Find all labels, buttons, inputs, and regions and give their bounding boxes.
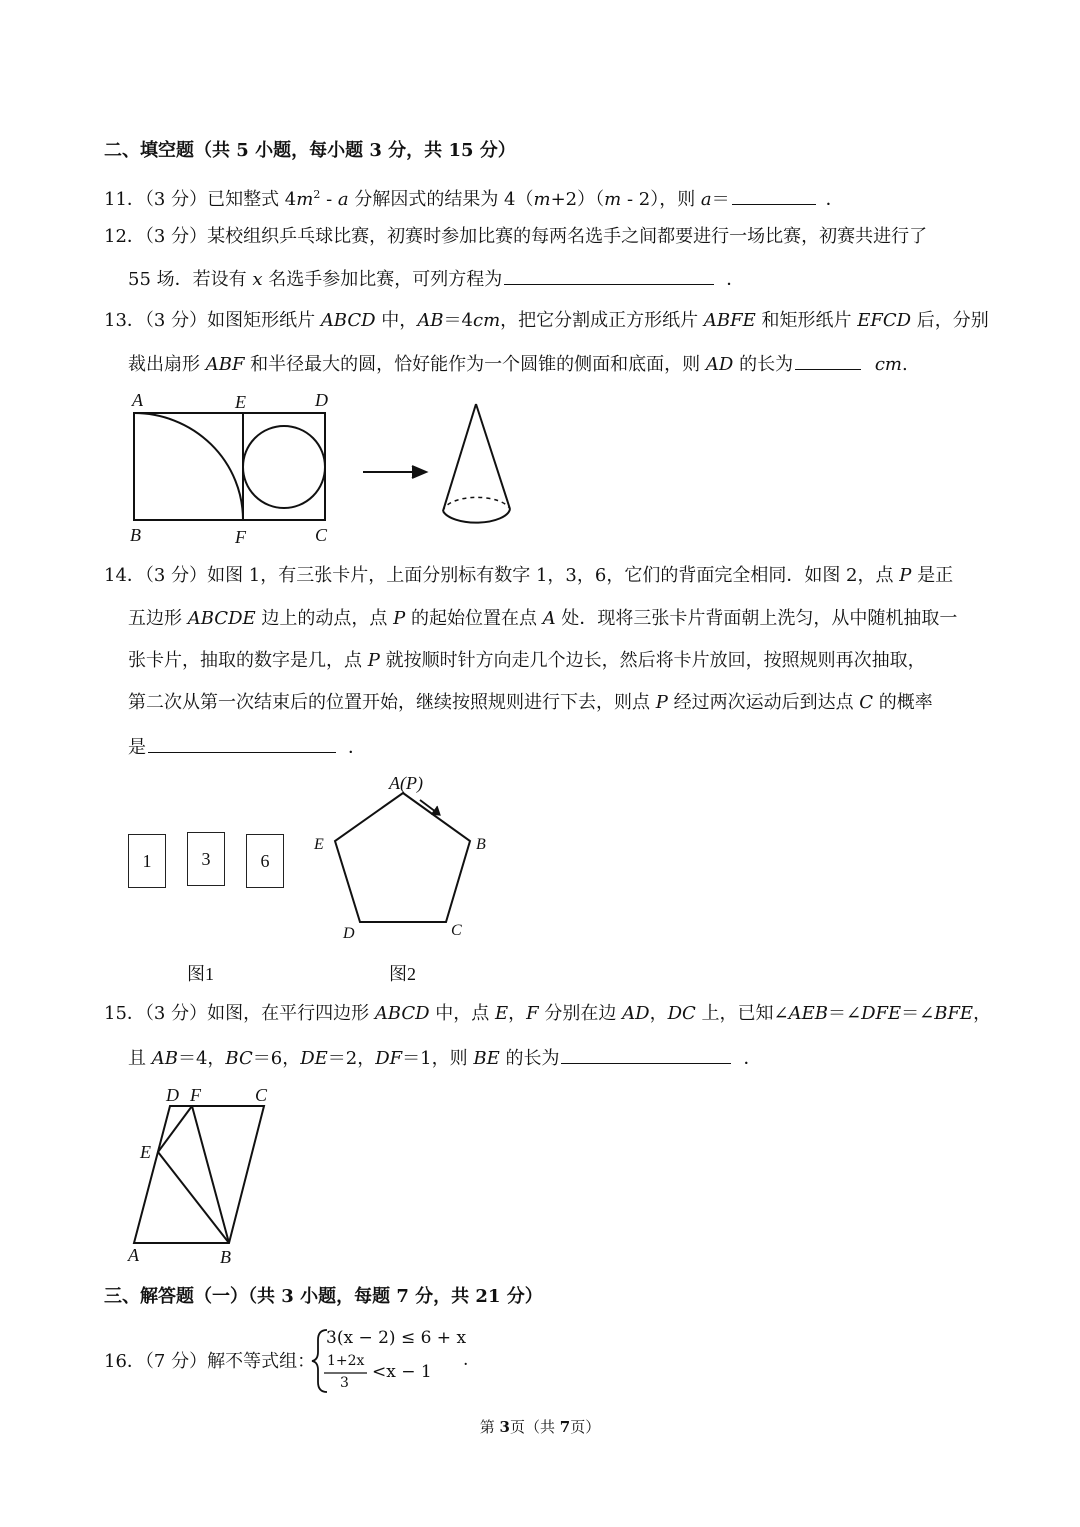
label-d: D [315,390,328,410]
label-c: C [451,922,462,939]
label-a: A [128,1245,139,1265]
answer-blank-15[interactable] [561,1045,731,1064]
label-c: C [255,1085,268,1105]
pentagon-abcde [335,793,470,922]
label-b: B [476,836,486,853]
segment-ef [158,1106,192,1152]
label-a-p: A(P) [389,773,423,793]
answer-blank-14[interactable] [148,734,336,753]
parallelogram-abcd [134,1106,264,1243]
question-15-line2: 且 AB＝4，BC＝6，DE＝2，DF＝1，则 BE 的长为 ． [128,1045,761,1071]
answer-blank-12[interactable] [504,266,714,285]
question-14-line4: 第二次从第一次结束后的位置开始，继续按照规则进行下去，则点 P 经过两次运动后到达点 C 的概率 [128,692,933,713]
label-f: F [190,1085,201,1105]
answer-blank-11[interactable] [732,186,816,205]
segment-eb [158,1152,229,1243]
section-heading-fill-in: 二、填空题（共 5 小题，每小题 3 分，共 15 分） [104,140,516,161]
question-11: 11．（3 分）已知整式 $4m^2$ - a 分解因式的结果为 4（m+2）（m - 2），则 a＝ ． [104,188,844,210]
question-12-line2: 55 场．若设有 x 名选手参加比赛，可列方程为 ． [128,266,744,292]
arrow-head [412,466,426,478]
cone-left-edge [443,404,476,511]
question-14-line2: 五边形 ABCDE 边上的动点，点 P 的起始位置在点 A 处．现将三张卡片背面朝上洗匀，从中随机抽取一 [128,608,958,629]
cone-base-front [443,509,510,523]
caption-figure-2: 图2 [389,964,416,984]
label-e: E [314,836,324,853]
question-16-prefix: 16．（7 分）解不等式组： [104,1351,316,1372]
question-16-end: . [463,1350,469,1370]
section-heading-answer: 三、解答题（一）（共 3 小题，每题 7 分，共 21 分） [104,1286,543,1307]
label-f: F [235,527,246,547]
label-c: C [315,525,328,545]
label-b: B [220,1247,231,1267]
question-13-line1: 13．（3 分）如图矩形纸片 ABCD 中，AB＝4cm，把它分割成正方形纸片 ABFE 和矩形纸片 EFCD 后，分别 [104,310,989,331]
caption-figure-1: 图1 [187,964,214,984]
inscribed-circle [243,426,325,508]
label-d: D [343,925,355,942]
label-a: A [132,390,143,410]
fraction-numerator: 1+2x [327,1353,365,1369]
page-footer: 第 3页（共 7页） [479,1418,601,1436]
direction-arrowhead [431,806,440,815]
cone-right-edge [476,404,510,509]
inequality-1: 3(x − 2) ≤ 6 + x [326,1328,467,1348]
label-e: E [235,392,246,412]
question-14-line5: 是 ． [128,734,366,760]
label-e: E [140,1142,151,1162]
card-6: 6 [246,834,284,888]
rectangle-abcd [134,413,325,520]
card-3: 3 [187,832,225,886]
label-b: B [130,525,141,545]
question-13-line2: 裁出扇形 ABF 和半径最大的圆，恰好能作为一个圆锥的侧面和底面，则 AD 的长为 cm. [128,351,908,377]
card-1: 1 [128,834,166,888]
answer-blank-13[interactable] [795,351,861,370]
inequality-2-rhs: <x − 1 [372,1362,432,1382]
question-15-line1: 15．（3 分）如图，在平行四边形 ABCD 中，点 E，F 分别在边 AD，DC 上，已知∠AEB＝∠DFE＝∠BFE， [104,1003,992,1024]
sector-arc-abf [134,413,243,520]
cone-base-back [443,497,510,511]
question-14-line3: 张卡片，抽取的数字是几，点 P 就按顺时针方向走几个边长，然后将卡片放回，按照规则再次抽取， [128,650,926,671]
segment-fb [192,1106,229,1243]
label-d: D [166,1085,179,1105]
direction-arrow [420,800,436,812]
question-14-line1: 14．（3 分）如图 1，有三张卡片，上面分别标有数字 1，3，6，它们的背面完全相同．如图 2，点 P 是正 [104,565,954,586]
fraction-denominator: 3 [340,1375,349,1391]
question-12-line1: 12．（3 分）某校组织乒乓球比赛，初赛时参加比赛的每两名选手之间都要进行一场比赛，初赛共进行了 [104,226,928,247]
